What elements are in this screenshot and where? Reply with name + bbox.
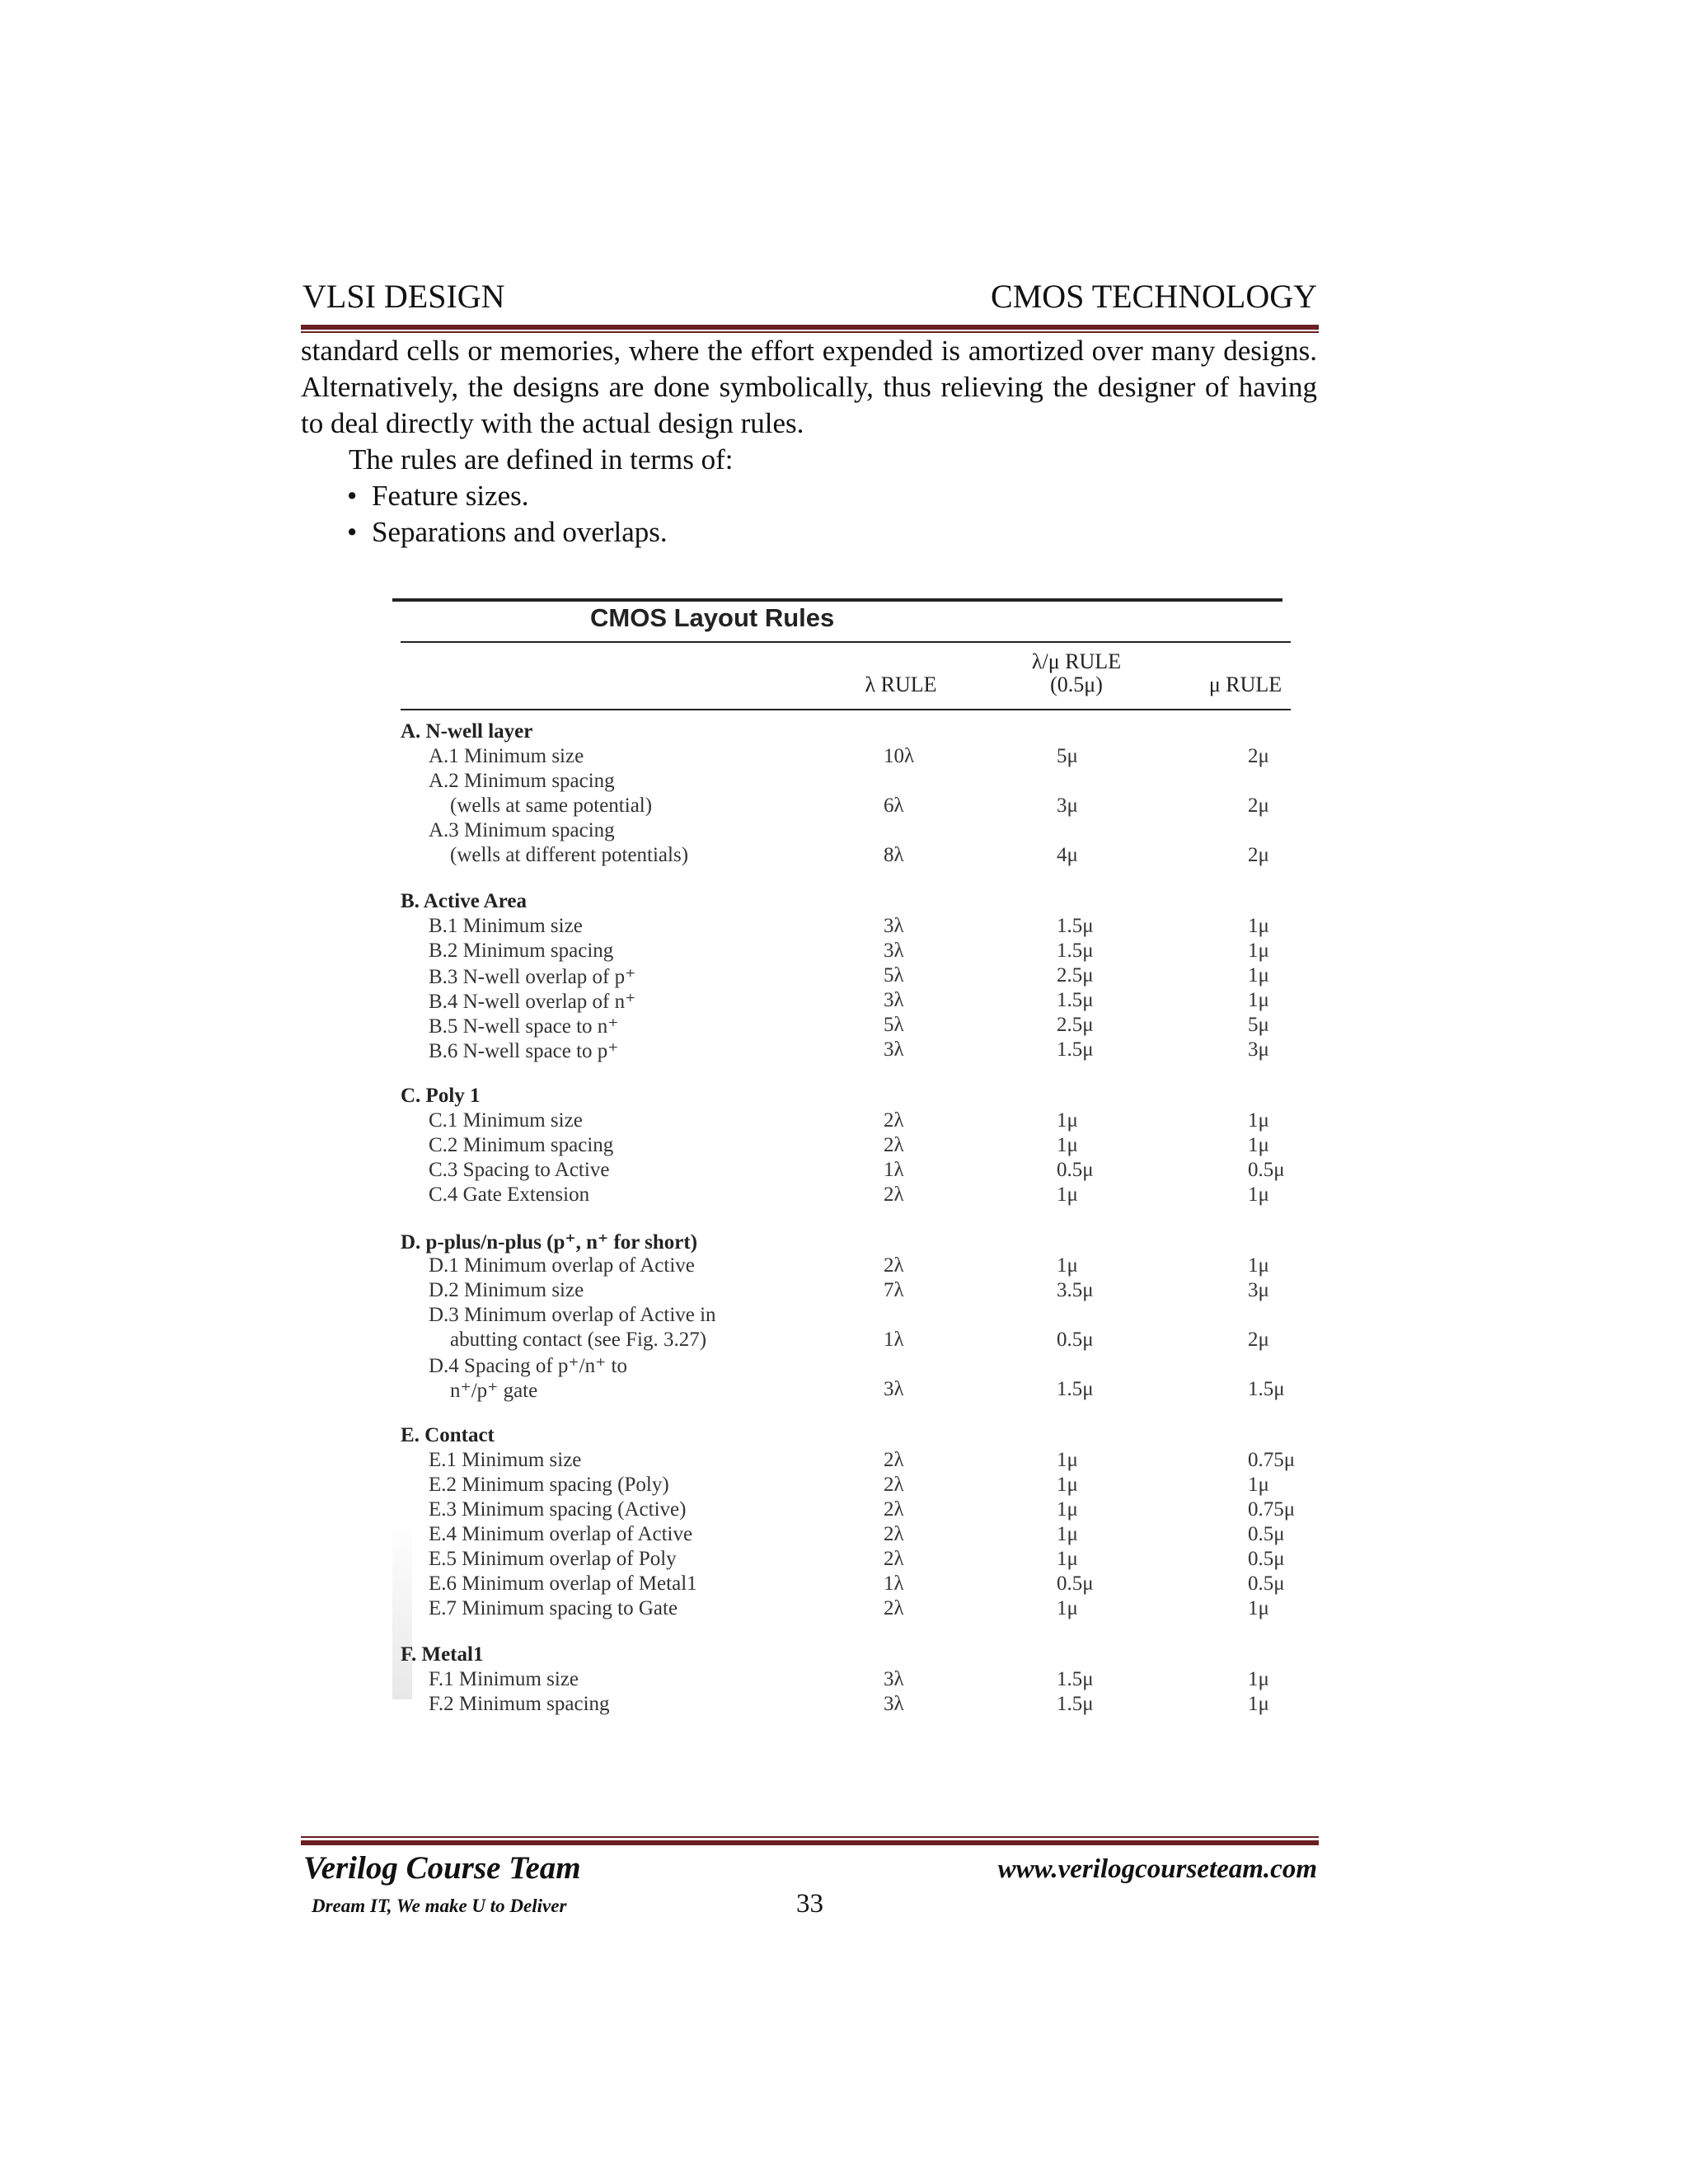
table-row [392,1693,1299,1718]
table-row [392,1038,1299,1063]
bullet-text: Feature sizes. [372,480,529,512]
lambda-mu-rule-value: 0.5μ [1057,1572,1094,1595]
rule-label: F.2 Minimum spacing [429,1693,610,1715]
rule-label: B.4 N-well overlap of n⁺ [429,991,636,1013]
col-header-lambda: λ RULE [865,673,937,696]
table-row [392,989,1299,1014]
bullet-item [347,478,1317,514]
lambda-rule-value: 1λ [884,1329,904,1351]
footer-rule-thick [301,1840,1319,1845]
rule-label: D.1 Minimum overlap of Active [429,1254,695,1277]
header-rule-thick [301,325,1319,330]
table-row [392,1159,1299,1183]
lambda-rule-value: 3λ [884,940,904,962]
table-section-heading [392,1643,1299,1668]
lambda-mu-rule-value: 2.5μ [1057,1014,1094,1036]
footer-rule-thin [301,1836,1319,1838]
mu-rule-value: 2μ [1248,1329,1269,1351]
bullet-icon: • [347,516,358,548]
mu-rule-value: 5μ [1248,1014,1269,1036]
rule-label: B.6 N-well space to p⁺ [429,1040,619,1062]
table-row [392,1014,1299,1038]
mu-rule-value: 1μ [1248,1183,1269,1206]
lambda-rule-value: 2λ [884,1498,904,1521]
mu-rule-value: 1μ [1248,1109,1269,1132]
rule-label: A.1 Minimum size [429,745,584,767]
table-row [392,940,1299,964]
table-header-rule [401,709,1291,710]
lambda-mu-rule-value: 3.5μ [1057,1279,1094,1301]
table-row [392,1597,1299,1622]
lambda-mu-rule-value: 1.5μ [1057,1693,1094,1715]
table-row [392,964,1299,989]
rule-label: E.1 Minimum size [429,1449,582,1471]
mu-rule-value: 0.5μ [1248,1548,1285,1570]
rule-label: A.2 Minimum spacing [429,770,615,792]
lambda-mu-rule-value: 2.5μ [1057,964,1094,987]
mu-rule-value: 1μ [1248,1693,1269,1715]
rule-label: C.2 Minimum spacing [429,1134,614,1156]
table-section-heading [392,720,1299,745]
lambda-rule-value: 3λ [884,989,904,1011]
mu-rule-value: 0.5μ [1248,1523,1285,1545]
table-section-heading [392,1230,1299,1254]
rules-bullet-list [301,478,1317,551]
rule-label: B.3 N-well overlap of p⁺ [429,966,636,988]
table-row [392,794,1299,819]
rule-label: E.6 Minimum overlap of Metal1 [429,1572,697,1595]
table-row [392,745,1299,770]
rules-intro: The rules are defined in terms of: [349,443,734,476]
lambda-rule-value: 2λ [884,1449,904,1471]
table-row [392,1329,1299,1353]
lambda-mu-rule-value: 1μ [1057,1134,1078,1156]
cmos-layout-rules-table [392,587,1299,1715]
col-header-lambda-mu: λ/μ RULE [1031,649,1122,673]
section-title: D. p-plus/n-plus (p⁺, n⁺ for short) [401,1231,698,1254]
lambda-rule-value: 3λ [884,1378,904,1400]
rule-label: D.4 Spacing of p⁺/n⁺ to [429,1355,627,1377]
lambda-rule-value: 2λ [884,1548,904,1570]
lambda-mu-rule-value: 1μ [1057,1254,1078,1277]
table-row [392,1572,1299,1597]
bullet-text: Separations and overlaps. [372,516,668,548]
mu-rule-value: 2μ [1248,844,1269,866]
lambda-rule-value: 2λ [884,1523,904,1545]
mu-rule-value: 0.5μ [1248,1159,1285,1181]
mu-rule-value: 0.75μ [1248,1449,1296,1471]
body-paragraph: standard cells or memories, where the effort expended is amortized over many designs. Alternatively, the designs are done symbolically, thus relieving the designer of having to deal directly with the actual design rules. [301,335,1317,439]
footer-tagline: Dream IT, We make U to Deliver [312,1896,567,1916]
mu-rule-value: 1μ [1248,1134,1269,1156]
lambda-rule-value: 3λ [884,1038,904,1061]
lambda-rule-value: 2λ [884,1597,904,1619]
bullet-item [347,514,1317,551]
table-row [392,1109,1299,1134]
rule-label: E.4 Minimum overlap of Active [429,1523,693,1545]
mu-rule-value: 1μ [1248,915,1269,937]
table-row [392,1279,1299,1304]
lambda-rule-value: 7λ [884,1279,904,1301]
footer-website: www.verilogcourseteam.com [997,1854,1317,1884]
table-row [392,1134,1299,1159]
lambda-mu-rule-value: 1.5μ [1057,1668,1094,1690]
section-title: A. N-well layer [401,720,533,743]
mu-rule-value: 0.5μ [1248,1572,1285,1595]
lambda-rule-value: 2λ [884,1134,904,1156]
table-row [392,1353,1299,1378]
lambda-rule-value: 2λ [884,1183,904,1206]
page-header [301,277,1317,323]
mu-rule-value: 3μ [1248,1279,1269,1301]
rule-label: abutting contact (see Fig. 3.27) [450,1329,707,1351]
lambda-rule-value: 2λ [884,1254,904,1277]
rule-label: (wells at same potential) [450,794,653,817]
table-section-heading [392,1085,1299,1109]
table-row [392,1254,1299,1279]
mu-rule-value: 3μ [1248,1038,1269,1061]
rule-label: E.3 Minimum spacing (Active) [429,1498,687,1521]
rule-label: C.4 Gate Extension [429,1183,590,1206]
section-title: C. Poly 1 [401,1085,481,1107]
section-title: B. Active Area [401,890,527,912]
footer-team: Verilog Course Team [303,1850,581,1886]
lambda-mu-rule-value: 1μ [1057,1498,1078,1521]
table-section-heading [392,890,1299,915]
rule-label: E.2 Minimum spacing (Poly) [429,1474,669,1496]
lambda-rule-value: 5λ [884,964,904,987]
lambda-rule-value: 1λ [884,1572,904,1595]
lambda-mu-rule-value: 1.5μ [1057,989,1094,1011]
rule-label: E.5 Minimum overlap of Poly [429,1548,677,1570]
page-number: 33 [796,1889,823,1919]
table-row [392,1304,1299,1329]
mu-rule-value: 1μ [1248,1668,1269,1690]
table-section-heading [392,1424,1299,1449]
lambda-mu-rule-value: 1μ [1057,1109,1078,1132]
rule-label: E.7 Minimum spacing to Gate [429,1597,678,1619]
mu-rule-value: 1μ [1248,1474,1269,1496]
table-row [392,1378,1299,1403]
rule-label: F.1 Minimum size [429,1668,579,1690]
lambda-rule-value: 2λ [884,1109,904,1132]
lambda-mu-rule-value: 1μ [1057,1597,1078,1619]
lambda-mu-rule-value: 4μ [1057,844,1078,866]
lambda-rule-value: 1λ [884,1159,904,1181]
table-row [392,1548,1299,1572]
lambda-rule-value: 2λ [884,1474,904,1496]
mu-rule-value: 1μ [1248,1597,1269,1619]
section-title: F. Metal1 [401,1643,484,1666]
rule-label: B.2 Minimum spacing [429,940,614,962]
col-header-lambda-mu-sub: (0.5μ) [1050,673,1103,696]
lambda-mu-rule-value: 0.5μ [1057,1159,1094,1181]
table-row [392,819,1299,844]
table-row [392,1183,1299,1208]
rule-label: D.3 Minimum overlap of Active in [429,1304,716,1326]
table-top-rule [392,598,1282,602]
lambda-rule-value: 10λ [884,745,915,767]
lambda-mu-rule-value: 1μ [1057,1449,1078,1471]
lambda-mu-rule-value: 1.5μ [1057,915,1094,937]
rule-label: C.1 Minimum size [429,1109,583,1132]
table-row [392,1668,1299,1693]
bullet-icon: • [347,480,358,512]
rule-label: (wells at different potentials) [450,844,689,866]
rule-label: A.3 Minimum spacing [429,819,615,841]
lambda-mu-rule-value: 5μ [1057,745,1078,767]
section-title: E. Contact [401,1424,495,1446]
body-text [301,333,1317,551]
lambda-mu-rule-value: 1.5μ [1057,1038,1094,1061]
mu-rule-value: 2μ [1248,794,1269,817]
col-header-mu: μ RULE [1208,673,1282,696]
lambda-mu-rule-value: 3μ [1057,794,1078,817]
mu-rule-value: 1μ [1248,940,1269,962]
lambda-mu-rule-value: 1μ [1057,1474,1078,1496]
rule-label: C.3 Spacing to Active [429,1159,610,1181]
lambda-rule-value: 3λ [884,1668,904,1690]
mu-rule-value: 1μ [1248,1254,1269,1277]
table-row [392,770,1299,794]
lambda-rule-value: 5λ [884,1014,904,1036]
rule-label: B.1 Minimum size [429,915,583,937]
rule-label: D.2 Minimum size [429,1279,584,1301]
table-title-rule [401,641,1291,643]
rule-label: n⁺/p⁺ gate [450,1380,538,1402]
lambda-rule-value: 3λ [884,915,904,937]
header-title-right: CMOS TECHNOLOGY [991,278,1317,315]
lambda-rule-value: 3λ [884,1693,904,1715]
table-row [392,1498,1299,1523]
table-row [392,1449,1299,1474]
rule-label: B.5 N-well space to n⁺ [429,1015,619,1038]
lambda-mu-rule-value: 0.5μ [1057,1329,1094,1351]
table-row [392,844,1299,869]
mu-rule-value: 1.5μ [1248,1378,1285,1400]
mu-rule-value: 1μ [1248,964,1269,987]
header-title-left: VLSI DESIGN [302,278,505,315]
mu-rule-value: 1μ [1248,989,1269,1011]
lambda-mu-rule-value: 1μ [1057,1548,1078,1570]
table-row [392,1523,1299,1548]
lambda-mu-rule-value: 1μ [1057,1523,1078,1545]
lambda-rule-value: 6λ [884,794,904,817]
lambda-mu-rule-value: 1.5μ [1057,1378,1094,1400]
table-title: CMOS Layout Rules [590,603,835,632]
lambda-mu-rule-value: 1.5μ [1057,940,1094,962]
table-row [392,1474,1299,1498]
lambda-rule-value: 8λ [884,844,904,866]
lambda-mu-rule-value: 1μ [1057,1183,1078,1206]
mu-rule-value: 2μ [1248,745,1269,767]
mu-rule-value: 0.75μ [1248,1498,1296,1521]
table-row [392,915,1299,940]
